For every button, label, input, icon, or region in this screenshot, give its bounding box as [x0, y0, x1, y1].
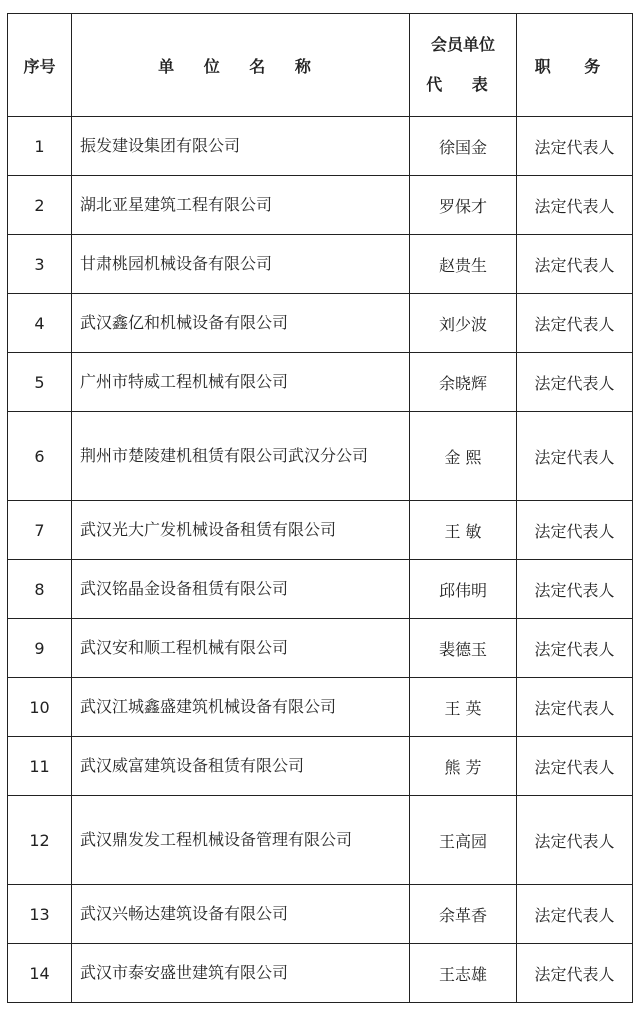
row-rep: 金 熙 — [410, 412, 517, 501]
row-index: 10 — [8, 678, 72, 737]
row-name: 湖北亚星建筑工程有限公司 — [72, 176, 410, 235]
header-rep — [410, 14, 517, 117]
table-row — [8, 353, 633, 412]
table-row — [8, 796, 633, 885]
row-index: 7 — [8, 501, 72, 560]
table-row — [8, 619, 633, 678]
row-rep: 王志雄 — [410, 944, 517, 1003]
row-position: 法定代表人 — [517, 353, 633, 412]
row-rep: 王 英 — [410, 678, 517, 737]
table-row — [8, 412, 633, 501]
row-index: 13 — [8, 885, 72, 944]
table-row — [8, 235, 633, 294]
row-position: 法定代表人 — [517, 501, 633, 560]
row-rep: 赵贵生 — [410, 235, 517, 294]
row-name: 武汉威富建筑设备租赁有限公司 — [72, 737, 410, 796]
row-position: 法定代表人 — [517, 885, 633, 944]
row-position: 法定代表人 — [517, 678, 633, 737]
member-table — [7, 13, 633, 1003]
row-name: 广州市特威工程机械有限公司 — [72, 353, 410, 412]
row-name: 武汉鼎发发工程机械设备管理有限公司 — [72, 796, 410, 885]
row-position: 法定代表人 — [517, 619, 633, 678]
row-name: 荆州市楚陵建机租赁有限公司武汉分公司 — [72, 412, 410, 501]
row-name: 甘肃桃园机械设备有限公司 — [72, 235, 410, 294]
row-name: 武汉铭晶金设备租赁有限公司 — [72, 560, 410, 619]
header-index: 序号 — [8, 14, 72, 117]
table-row — [8, 885, 633, 944]
row-name: 武汉江城鑫盛建筑机械设备有限公司 — [72, 678, 410, 737]
row-rep: 余晓辉 — [410, 353, 517, 412]
table-row — [8, 294, 633, 353]
header-rep-line1: 会员单位 — [430, 35, 495, 54]
row-position: 法定代表人 — [517, 235, 633, 294]
header-position: 职 务 — [517, 14, 633, 117]
row-position: 法定代表人 — [517, 737, 633, 796]
table-row — [8, 737, 633, 796]
row-name: 武汉兴畅达建筑设备有限公司 — [72, 885, 410, 944]
table-row — [8, 117, 633, 176]
row-rep: 邱伟明 — [410, 560, 517, 619]
row-index: 3 — [8, 235, 72, 294]
row-index: 6 — [8, 412, 72, 501]
row-rep: 徐国金 — [410, 117, 517, 176]
row-index: 2 — [8, 176, 72, 235]
table-header-row — [8, 14, 633, 117]
table-row — [8, 560, 633, 619]
row-index: 14 — [8, 944, 72, 1003]
row-name: 武汉市泰安盛世建筑有限公司 — [72, 944, 410, 1003]
row-rep: 刘少波 — [410, 294, 517, 353]
row-name: 武汉光大广发机械设备租赁有限公司 — [72, 501, 410, 560]
row-rep: 熊 芳 — [410, 737, 517, 796]
table-row — [8, 501, 633, 560]
row-rep: 罗保才 — [410, 176, 517, 235]
header-rep-line2: 代 表 — [426, 75, 500, 94]
row-position: 法定代表人 — [517, 560, 633, 619]
row-index: 11 — [8, 737, 72, 796]
row-name: 武汉安和顺工程机械有限公司 — [72, 619, 410, 678]
row-index: 8 — [8, 560, 72, 619]
row-index: 9 — [8, 619, 72, 678]
row-position: 法定代表人 — [517, 944, 633, 1003]
row-position: 法定代表人 — [517, 412, 633, 501]
row-name: 振发建设集团有限公司 — [72, 117, 410, 176]
row-name: 武汉鑫亿和机械设备有限公司 — [72, 294, 410, 353]
row-rep: 余革香 — [410, 885, 517, 944]
row-index: 4 — [8, 294, 72, 353]
header-name: 单 位 名 称 — [72, 14, 410, 117]
row-position: 法定代表人 — [517, 176, 633, 235]
table-row — [8, 944, 633, 1003]
row-index: 1 — [8, 117, 72, 176]
row-index: 12 — [8, 796, 72, 885]
table-row — [8, 176, 633, 235]
row-rep: 裴德玉 — [410, 619, 517, 678]
row-rep: 王高园 — [410, 796, 517, 885]
row-rep: 王 敏 — [410, 501, 517, 560]
table-row — [8, 678, 633, 737]
row-position: 法定代表人 — [517, 294, 633, 353]
row-position: 法定代表人 — [517, 117, 633, 176]
row-position: 法定代表人 — [517, 796, 633, 885]
row-index: 5 — [8, 353, 72, 412]
